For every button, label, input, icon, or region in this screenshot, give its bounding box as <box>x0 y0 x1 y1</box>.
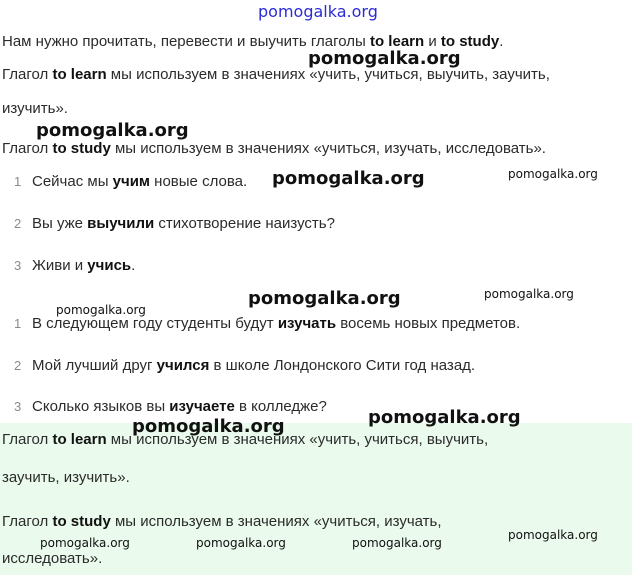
watermark: pomogalka.org <box>484 287 574 301</box>
watermark: pomogalka.org <box>308 48 461 69</box>
watermark: pomogalka.org <box>40 536 130 550</box>
intro-text: и <box>424 33 441 50</box>
watermark: pomogalka.org <box>56 303 146 317</box>
item-number: 2 <box>14 358 22 373</box>
list-item <box>14 173 247 190</box>
text: Глагол <box>2 431 53 448</box>
watermark-link[interactable]: pomogalka.org <box>258 2 378 21</box>
text: Мой лучший друг <box>32 357 157 374</box>
text: в школе Лондонского Сити год назад. <box>209 357 476 374</box>
item-number: 3 <box>14 399 22 414</box>
text: изучить». <box>2 100 68 117</box>
text: восемь новых предметов. <box>336 315 521 332</box>
text: мы используем в значениях «учить, учиться, выучить, заучить, <box>106 66 550 83</box>
list-item <box>14 315 520 332</box>
highlight: учился <box>156 357 210 374</box>
watermark: pomogalka.org <box>368 407 521 428</box>
watermark: pomogalka.org <box>352 536 442 550</box>
list-item <box>14 257 135 274</box>
watermark: pomogalka.org <box>248 288 401 309</box>
text: . <box>131 257 136 274</box>
text: заучить, изучить». <box>2 469 130 486</box>
highlight: учись <box>87 257 132 274</box>
watermark: pomogalka.org <box>36 120 189 141</box>
text: В следующем году студенты будут <box>32 315 278 332</box>
verb-study: to study <box>52 513 111 530</box>
list-item <box>14 357 475 374</box>
text: мы используем в значениях «учиться, изучать, <box>110 513 442 530</box>
highlight: изучать <box>277 315 337 332</box>
text: Глагол <box>2 66 53 83</box>
intro-text: Нам нужно прочитать, перевести и выучить глаголы <box>2 33 370 50</box>
watermark: pomogalka.org <box>132 416 285 437</box>
watermark: pomogalka.org <box>272 168 425 189</box>
verb-learn: to learn <box>52 431 107 448</box>
item-number: 1 <box>14 174 22 189</box>
text: Сейчас мы <box>32 173 113 190</box>
verb-study: to study <box>52 140 111 157</box>
watermark: pomogalka.org <box>196 536 286 550</box>
answer-learn-line-cont <box>2 464 130 492</box>
highlight: учим <box>112 173 151 190</box>
list-item <box>14 398 327 415</box>
text: новые слова. <box>150 173 248 190</box>
item-number: 2 <box>14 216 22 231</box>
list-item <box>14 215 335 232</box>
text: Живи и <box>32 257 88 274</box>
watermark: pomogalka.org <box>508 167 598 181</box>
watermark: pomogalka.org <box>508 528 598 542</box>
verb-learn: to learn <box>52 66 107 83</box>
text: мы используем в значениях «учиться, изучать, исследовать». <box>110 140 546 157</box>
verb-learn: to learn <box>369 33 425 50</box>
text: мы используем в значениях «учить, учиться, выучить, <box>106 431 489 448</box>
learn-meaning-line <box>2 58 550 92</box>
text: в колледже? <box>234 398 327 415</box>
answer-study-line <box>2 508 442 536</box>
text: Вы уже <box>32 215 88 232</box>
text: Глагол <box>2 140 53 157</box>
item-number: 3 <box>14 258 22 273</box>
text: Сколько языков вы <box>32 398 170 415</box>
highlight: выучили <box>87 215 155 232</box>
text: Глагол <box>2 513 53 530</box>
intro-text: . <box>499 33 504 50</box>
text: исследовать». <box>2 550 103 567</box>
verb-study: to study <box>440 33 500 50</box>
text: стихотворение наизусть? <box>154 215 335 232</box>
highlight: изучаете <box>169 398 235 415</box>
item-number: 1 <box>14 316 22 331</box>
